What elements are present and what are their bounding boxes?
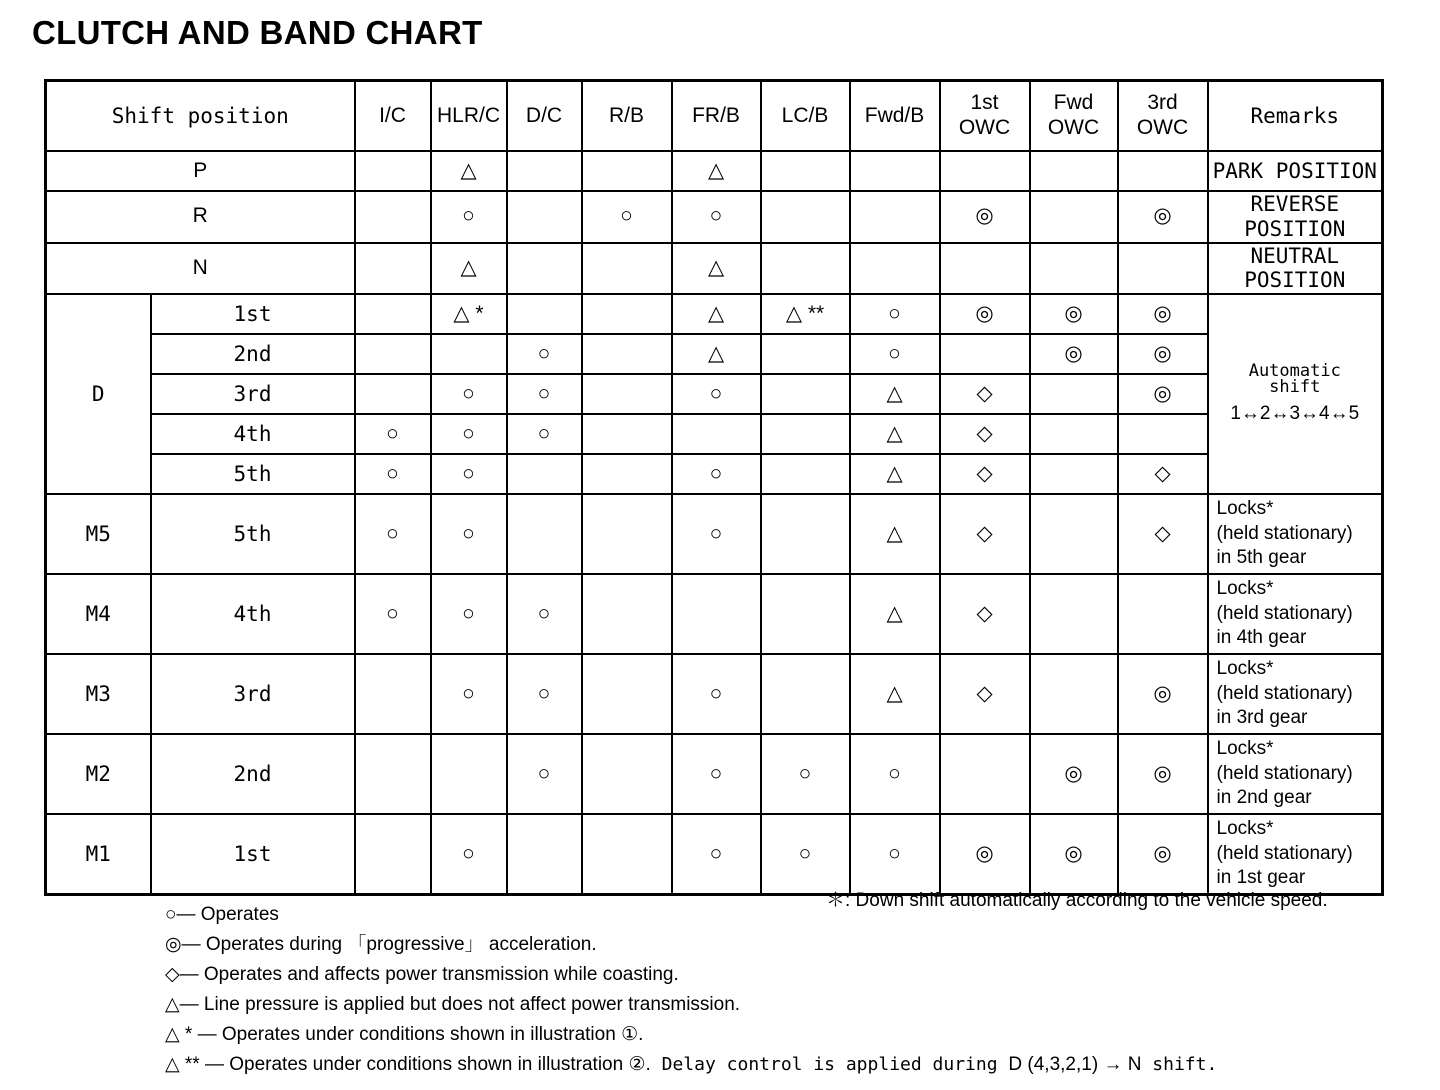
remark-m3-line3: in 3rd gear (1216, 707, 1308, 729)
cell-d3-owc3: ◎ (1118, 374, 1208, 414)
cell-d4-fwdowc (1030, 414, 1118, 454)
legend-illustration-1: △ * — Operates under conditions shown in illustration ①. (165, 1024, 644, 1045)
cell-d1-dc (507, 294, 582, 334)
cell-p-frb: △ (672, 151, 761, 191)
header-3rd-owc (1118, 81, 1208, 152)
cell-d1-owc3: ◎ (1118, 294, 1208, 334)
cell-m3-owc3: ◎ (1118, 654, 1208, 734)
cell-n-lcb (761, 243, 850, 295)
pos-m2: M2 (46, 734, 151, 814)
cell-p-owc3 (1118, 151, 1208, 191)
row-r (46, 191, 1383, 243)
gear-m5: 5th (151, 494, 355, 574)
header-1st-owc-line2: OWC (958, 116, 1011, 139)
header-lcb: LC/B (761, 81, 850, 152)
cell-d2-lcb (761, 334, 850, 374)
cell-r-rb: ○ (582, 191, 672, 243)
row-d-3rd (46, 374, 1383, 414)
cell-d2-rb (582, 334, 672, 374)
header-fwd-owc (1030, 81, 1118, 152)
legend-coasting: ◇— Operates and affects power transmission while coasting. (165, 964, 679, 985)
cell-d1-fwdb: ○ (850, 294, 940, 334)
cell-m5-lcb (761, 494, 850, 574)
header-row (46, 81, 1383, 152)
remark-m5-line1: Locks* (1216, 498, 1274, 520)
cell-d2-fwdb: ○ (850, 334, 940, 374)
pos-m4: M4 (46, 574, 151, 654)
cell-d5-dc (507, 454, 582, 494)
cell-m3-fwdowc (1030, 654, 1118, 734)
row-m4 (46, 574, 1383, 654)
remark-p: PARK POSITION (1208, 151, 1383, 191)
chart-title: CLUTCH AND BAND CHART (32, 14, 483, 51)
legend-shift-range: D (4,3,2,1) → N (1008, 1054, 1142, 1075)
cell-m1-ic (355, 814, 431, 895)
legend-shift-suffix: shift. (1141, 1054, 1218, 1075)
remark-m1 (1208, 814, 1383, 895)
cell-m3-owc1: ◇ (940, 654, 1030, 734)
cell-m1-frb: ○ (672, 814, 761, 895)
remark-m3 (1208, 654, 1383, 734)
cell-d5-frb: ○ (672, 454, 761, 494)
cell-r-lcb (761, 191, 850, 243)
remark-m4-line3: in 4th gear (1216, 627, 1307, 649)
cell-d1-ic (355, 294, 431, 334)
header-fwd-owc-line1: Fwd (1053, 91, 1094, 115)
legend-illustration-2-text: △ ** — Operates under conditions shown in illustration ②. (165, 1054, 651, 1075)
cell-m2-rb (582, 734, 672, 814)
cell-m5-hlrc: ○ (431, 494, 507, 574)
cell-m4-dc: ○ (507, 574, 582, 654)
cell-d1-owc1: ◎ (940, 294, 1030, 334)
header-fwd-owc-line2: OWC (1047, 116, 1100, 139)
remark-m5-line3: in 5th gear (1216, 547, 1307, 569)
legend-progressive: ◎— Operates during 「progressive」 acceleration. (165, 934, 597, 955)
cell-m4-owc1: ◇ (940, 574, 1030, 654)
cell-m2-fwdb: ○ (850, 734, 940, 814)
cell-d1-rb (582, 294, 672, 334)
cell-d3-hlrc: ○ (431, 374, 507, 414)
cell-m3-dc: ○ (507, 654, 582, 734)
cell-d4-ic: ○ (355, 414, 431, 454)
gear-d-4th: 4th (151, 414, 355, 454)
remark-m3-line1: Locks* (1216, 658, 1274, 680)
cell-d3-dc: ○ (507, 374, 582, 414)
cell-m1-rb (582, 814, 672, 895)
legend-delay-control: Delay control is applied during (650, 1054, 1009, 1075)
legend (165, 900, 1217, 1080)
legend-illustration-2 (165, 1050, 1217, 1080)
cell-r-fwdowc (1030, 191, 1118, 243)
cell-d4-owc1: ◇ (940, 414, 1030, 454)
cell-p-fwdowc (1030, 151, 1118, 191)
pos-d: D (46, 294, 151, 494)
cell-d3-fwdowc (1030, 374, 1118, 414)
remark-m2-line2: (held stationary) (1216, 762, 1353, 784)
cell-m5-owc1: ◇ (940, 494, 1030, 574)
cell-p-owc1 (940, 151, 1030, 191)
cell-m5-fwdb: △ (850, 494, 940, 574)
gear-d-1st: 1st (151, 294, 355, 334)
header-rb: R/B (582, 81, 672, 152)
cell-r-owc1: ◎ (940, 191, 1030, 243)
cell-d4-owc3 (1118, 414, 1208, 454)
remark-d-sequence: 1↔2↔3↔4↔5 (1230, 403, 1360, 424)
footnote-downshift: ＊: Down shift automatically according to the vehicle speed. (826, 890, 1328, 911)
cell-d2-ic (355, 334, 431, 374)
cell-m5-frb: ○ (672, 494, 761, 574)
row-n (46, 243, 1383, 295)
cell-m2-frb: ○ (672, 734, 761, 814)
cell-d2-dc: ○ (507, 334, 582, 374)
pos-r: R (46, 191, 355, 243)
gear-m2: 2nd (151, 734, 355, 814)
gear-d-5th: 5th (151, 454, 355, 494)
cell-p-ic (355, 151, 431, 191)
cell-n-dc (507, 243, 582, 295)
row-p (46, 151, 1383, 191)
cell-n-owc1 (940, 243, 1030, 295)
cell-d2-owc1 (940, 334, 1030, 374)
remark-m1-line1: Locks* (1216, 818, 1274, 840)
cell-m2-lcb: ○ (761, 734, 850, 814)
cell-d1-frb: △ (672, 294, 761, 334)
remark-n: NEUTRAL POSITION (1208, 243, 1383, 295)
cell-p-hlrc: △ (431, 151, 507, 191)
remark-m4 (1208, 574, 1383, 654)
cell-d3-lcb (761, 374, 850, 414)
cell-d3-rb (582, 374, 672, 414)
gear-m1: 1st (151, 814, 355, 895)
cell-d2-owc3: ◎ (1118, 334, 1208, 374)
row-d-1st (46, 294, 1383, 334)
cell-d4-fwdb: △ (850, 414, 940, 454)
cell-m5-fwdowc (1030, 494, 1118, 574)
cell-n-rb (582, 243, 672, 295)
cell-m1-fwdowc: ◎ (1030, 814, 1118, 895)
cell-m5-dc (507, 494, 582, 574)
cell-d3-frb: ○ (672, 374, 761, 414)
remark-m1-line3: in 1st gear (1216, 867, 1306, 889)
cell-m2-fwdowc: ◎ (1030, 734, 1118, 814)
cell-n-fwdb (850, 243, 940, 295)
remark-d-line2: shift (1269, 376, 1321, 397)
row-d-4th (46, 414, 1383, 454)
cell-m2-ic (355, 734, 431, 814)
row-m2 (46, 734, 1383, 814)
pos-m5: M5 (46, 494, 151, 574)
cell-m3-fwdb: △ (850, 654, 940, 734)
cell-m2-owc3: ◎ (1118, 734, 1208, 814)
legend-operates: ○— Operates (165, 904, 279, 925)
cell-m3-rb (582, 654, 672, 734)
cell-m4-fwdowc (1030, 574, 1118, 654)
legend-line-pressure: △— Line pressure is applied but does not affect power transmission. (165, 994, 741, 1015)
row-m1 (46, 814, 1383, 895)
cell-d4-lcb (761, 414, 850, 454)
header-hlrc: HLR/C (431, 81, 507, 152)
cell-m3-hlrc: ○ (431, 654, 507, 734)
row-d-2nd (46, 334, 1383, 374)
cell-m2-dc: ○ (507, 734, 582, 814)
cell-m1-dc (507, 814, 582, 895)
cell-m1-fwdb: ○ (850, 814, 940, 895)
cell-d5-ic: ○ (355, 454, 431, 494)
cell-d5-fwdb: △ (850, 454, 940, 494)
cell-d1-lcb: △ ** (761, 294, 850, 334)
cell-d4-rb (582, 414, 672, 454)
pos-p: P (46, 151, 355, 191)
gear-d-3rd: 3rd (151, 374, 355, 414)
remark-m2-line3: in 2nd gear (1216, 787, 1312, 809)
header-fwdb: Fwd/B (850, 81, 940, 152)
remark-d (1208, 294, 1383, 494)
gear-m4: 4th (151, 574, 355, 654)
header-remarks: Remarks (1208, 81, 1383, 152)
cell-d5-lcb (761, 454, 850, 494)
pos-m3: M3 (46, 654, 151, 734)
cell-m4-rb (582, 574, 672, 654)
cell-m2-owc1 (940, 734, 1030, 814)
cell-r-fwdb (850, 191, 940, 243)
remark-m5 (1208, 494, 1383, 574)
cell-m1-lcb: ○ (761, 814, 850, 895)
cell-m3-ic (355, 654, 431, 734)
cell-r-ic (355, 191, 431, 243)
remark-m5-line2: (held stationary) (1216, 522, 1353, 544)
cell-r-owc3: ◎ (1118, 191, 1208, 243)
remark-m4-line1: Locks* (1216, 578, 1274, 600)
cell-m2-hlrc (431, 734, 507, 814)
cell-m1-owc1: ◎ (940, 814, 1030, 895)
cell-n-fwdowc (1030, 243, 1118, 295)
pos-n: N (46, 243, 355, 295)
remark-r: REVERSE POSITION (1208, 191, 1383, 243)
remark-m3-line2: (held stationary) (1216, 682, 1353, 704)
header-dc: D/C (507, 81, 582, 152)
remark-m4-line2: (held stationary) (1216, 602, 1353, 624)
cell-d4-dc: ○ (507, 414, 582, 454)
cell-m5-rb (582, 494, 672, 574)
header-3rd-owc-line2: OWC (1136, 116, 1189, 139)
clutch-band-table (44, 79, 1384, 896)
cell-m1-hlrc: ○ (431, 814, 507, 895)
cell-d2-fwdowc: ◎ (1030, 334, 1118, 374)
cell-m3-lcb (761, 654, 850, 734)
header-1st-owc (940, 81, 1030, 152)
cell-m1-owc3: ◎ (1118, 814, 1208, 895)
remark-m1-line2: (held stationary) (1216, 842, 1353, 864)
cell-n-owc3 (1118, 243, 1208, 295)
cell-m4-frb (672, 574, 761, 654)
cell-d4-frb (672, 414, 761, 454)
cell-d5-rb (582, 454, 672, 494)
row-m5 (46, 494, 1383, 574)
cell-n-ic (355, 243, 431, 295)
cell-d5-fwdowc (1030, 454, 1118, 494)
header-shift-position: Shift position (46, 81, 355, 152)
cell-m4-fwdb: △ (850, 574, 940, 654)
cell-d2-hlrc (431, 334, 507, 374)
row-d-5th (46, 454, 1383, 494)
cell-r-dc (507, 191, 582, 243)
cell-m4-lcb (761, 574, 850, 654)
pos-m1: M1 (46, 814, 151, 895)
remark-m2 (1208, 734, 1383, 814)
header-3rd-owc-line1: 3rd (1147, 91, 1178, 115)
cell-p-dc (507, 151, 582, 191)
cell-p-rb (582, 151, 672, 191)
cell-d3-fwdb: △ (850, 374, 940, 414)
cell-d5-owc3: ◇ (1118, 454, 1208, 494)
row-m3 (46, 654, 1383, 734)
cell-m3-frb: ○ (672, 654, 761, 734)
remark-d-line1: Automatic (1248, 360, 1341, 381)
cell-d4-hlrc: ○ (431, 414, 507, 454)
cell-m5-ic: ○ (355, 494, 431, 574)
gear-m3: 3rd (151, 654, 355, 734)
cell-d1-fwdowc: ◎ (1030, 294, 1118, 334)
cell-d5-owc1: ◇ (940, 454, 1030, 494)
cell-m4-owc3 (1118, 574, 1208, 654)
header-ic: I/C (355, 81, 431, 152)
header-1st-owc-line1: 1st (970, 91, 999, 115)
cell-r-hlrc: ○ (431, 191, 507, 243)
remark-m2-line1: Locks* (1216, 738, 1274, 760)
cell-d3-ic (355, 374, 431, 414)
cell-m5-owc3: ◇ (1118, 494, 1208, 574)
gear-d-2nd: 2nd (151, 334, 355, 374)
cell-d1-hlrc: △ * (431, 294, 507, 334)
cell-d3-owc1: ◇ (940, 374, 1030, 414)
cell-p-fwdb (850, 151, 940, 191)
cell-r-frb: ○ (672, 191, 761, 243)
header-frb: FR/B (672, 81, 761, 152)
cell-d2-frb: △ (672, 334, 761, 374)
cell-m4-ic: ○ (355, 574, 431, 654)
cell-m4-hlrc: ○ (431, 574, 507, 654)
cell-p-lcb (761, 151, 850, 191)
cell-n-hlrc: △ (431, 243, 507, 295)
cell-d5-hlrc: ○ (431, 454, 507, 494)
cell-n-frb: △ (672, 243, 761, 295)
